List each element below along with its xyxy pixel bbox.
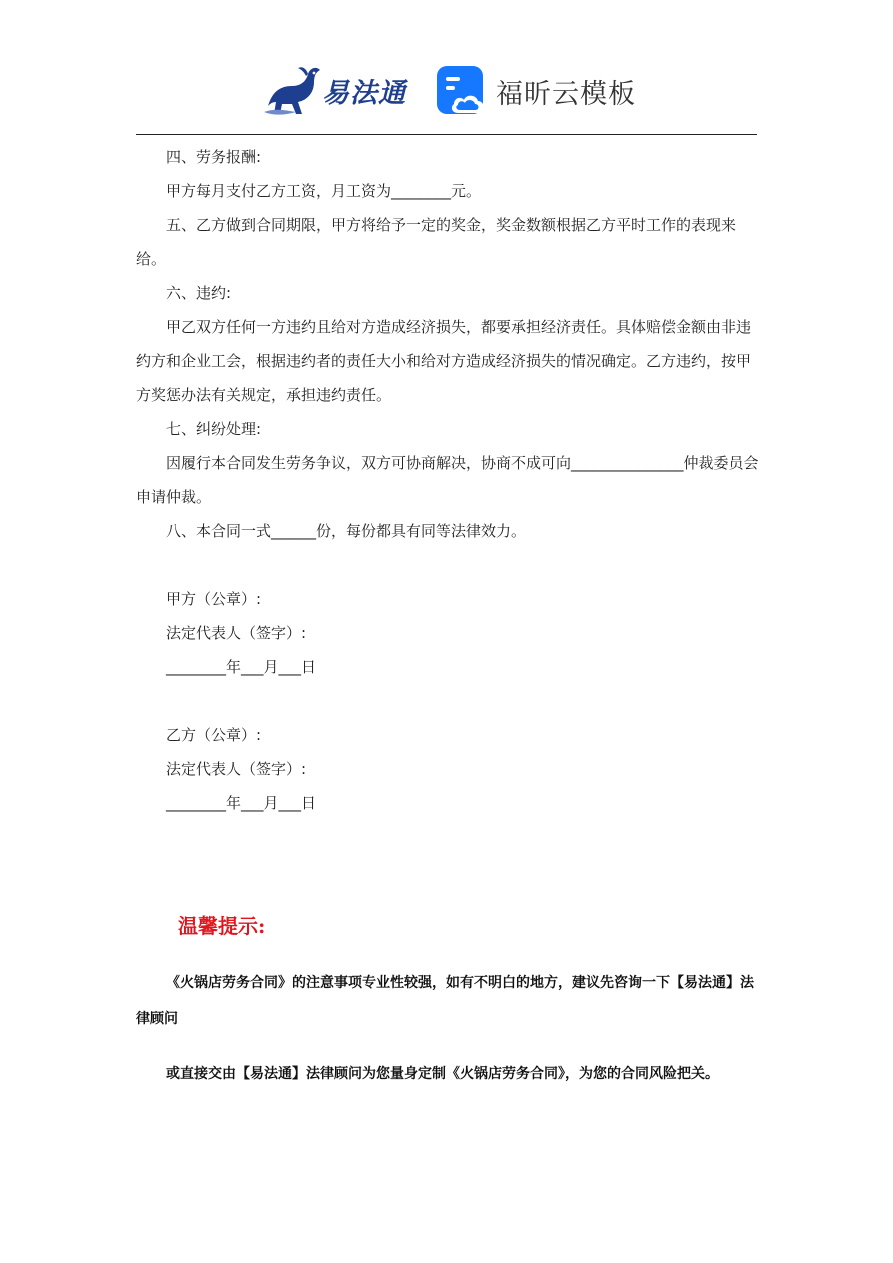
fuxin-wordmark: 福昕云模板 bbox=[496, 78, 636, 110]
section-6-body: 甲乙双方任何一方违约且给对方造成经济损失，都要承担经济责任。具体赔偿金额由非违约方和企业工会，根据违约者的责任大小和给对方造成经济损失的情况确定。乙方违约，按甲方奖惩办法有关规定，承担违约责任。 bbox=[136, 318, 752, 404]
spacer bbox=[136, 684, 759, 718]
tips-title: 温馨提示: bbox=[178, 914, 266, 938]
section-4-body: 甲方每月支付乙方工资，月工资为________元。 bbox=[166, 182, 482, 200]
tips-text-2 bbox=[136, 1056, 759, 1092]
tips-paragraph-2: 或直接交由【易法通】法律顾问为您量身定制《火锅店劳务合同》，为您的合同风险把关。 bbox=[166, 1066, 719, 1082]
tips-paragraph-1: 《火锅店劳务合同》的注意事项专业性较强，如有不明白的地方，建议先咨询一下【易法通】法律顾问 bbox=[136, 975, 754, 1027]
section-6-title: 六、违约: bbox=[166, 284, 232, 302]
party-a-seal: 甲方（公章）: bbox=[166, 590, 262, 608]
header-divider bbox=[136, 134, 757, 135]
section-5-body: 五、乙方做到合同期限，甲方将给予一定的奖金，奖金数额根据乙方平时工作的表现来给。 bbox=[136, 216, 737, 268]
section-7-title: 七、纠纷处理: bbox=[166, 420, 262, 438]
page-header bbox=[0, 58, 893, 124]
party-b-representative: 法定代表人（签字）: bbox=[166, 760, 307, 778]
section-4-title: 四、劳务报酬: bbox=[166, 148, 262, 166]
fuxin-logo bbox=[436, 64, 636, 118]
yifatong-wordmark: 易法通 bbox=[322, 77, 406, 109]
qilin-icon bbox=[262, 62, 324, 118]
contract-body bbox=[136, 140, 759, 820]
tips-text-1 bbox=[136, 965, 759, 1037]
cloud-document-icon bbox=[436, 65, 488, 117]
party-b-seal: 乙方（公章）: bbox=[166, 726, 262, 744]
yifatong-logo bbox=[262, 62, 422, 118]
party-b-date: ________年___月___日 bbox=[166, 794, 317, 812]
party-a-date: ________年___月___日 bbox=[166, 658, 317, 676]
spacer bbox=[136, 548, 759, 582]
section-8-body: 八、本合同一式______份，每份都具有同等法律效力。 bbox=[166, 522, 527, 540]
party-a-representative: 法定代表人（签字）: bbox=[166, 624, 307, 642]
section-7-body: 因履行本合同发生劳务争议，双方可协商解决，协商不成可向_______________仲裁委员会申请仲裁。 bbox=[136, 454, 759, 506]
